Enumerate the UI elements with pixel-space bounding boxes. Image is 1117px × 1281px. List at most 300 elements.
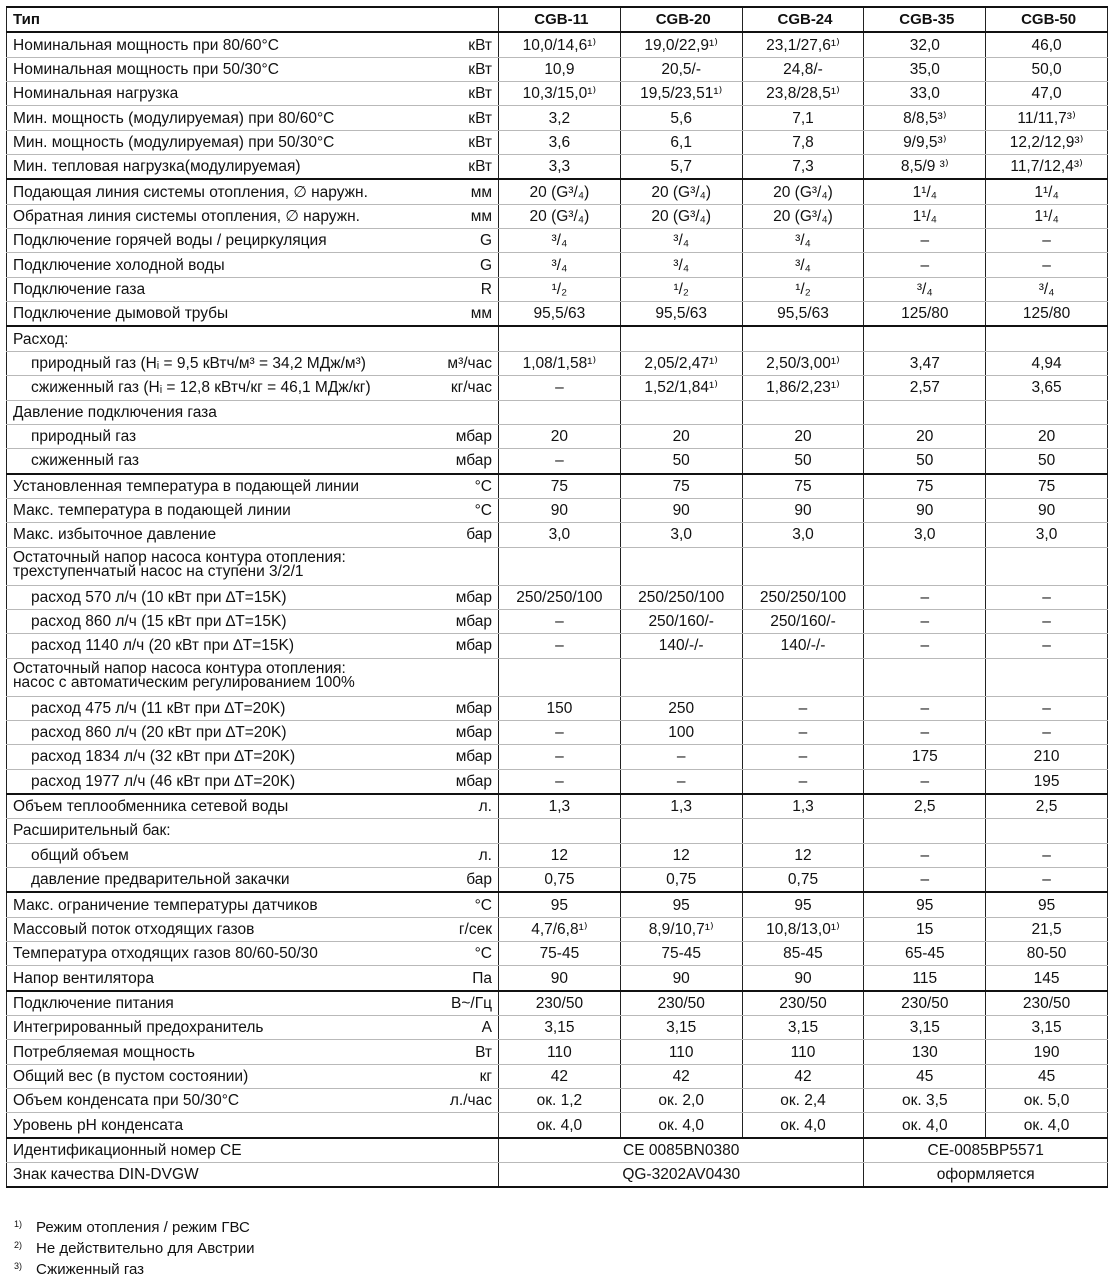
value-cell: ³/₄ [499, 253, 621, 277]
row-label: Подключение питания [7, 991, 435, 1016]
row-unit [435, 1113, 499, 1138]
row-unit [435, 1138, 499, 1163]
value-cell [864, 547, 986, 585]
value-cell: 10,0/14,6¹⁾ [499, 32, 621, 57]
value-cell: 250/160/- [620, 609, 742, 633]
table-row [7, 966, 1108, 991]
row-unit: м³/час [435, 351, 499, 375]
value-cell: 1¹/₄ [864, 204, 986, 228]
value-cell: 9/9,5³⁾ [864, 130, 986, 154]
row-unit: Вт [435, 1040, 499, 1064]
merged-row [7, 1138, 1108, 1163]
table-row [7, 523, 1108, 547]
row-label: Объем теплообменника сетевой воды [7, 794, 435, 819]
value-cell: 95 [620, 892, 742, 917]
value-cell: 230/50 [986, 991, 1108, 1016]
value-cell: 2,5 [986, 794, 1108, 819]
row-label: Объем конденсата при 50/30°C [7, 1089, 435, 1113]
value-cell: 23,1/27,6¹⁾ [742, 32, 864, 57]
value-cell: 195 [986, 769, 1108, 794]
value-cell: ³/₄ [986, 277, 1108, 301]
value-cell: 20 (G³/₄) [620, 179, 742, 204]
table-row [7, 277, 1108, 301]
row-unit [435, 326, 499, 351]
value-cell: – [986, 229, 1108, 253]
value-cell [986, 547, 1108, 585]
value-cell: 3,15 [742, 1016, 864, 1040]
row-label: давление предварительной закачки [7, 868, 435, 893]
value-cell: 3,0 [742, 523, 864, 547]
value-cell: 250/250/100 [620, 585, 742, 609]
row-unit [435, 547, 499, 585]
value-cell: 3,3 [499, 155, 621, 180]
value-cell: 10,3/15,0¹⁾ [499, 82, 621, 106]
value-cell: 3,15 [499, 1016, 621, 1040]
value-cell: 12,2/12,9³⁾ [986, 130, 1108, 154]
value-cell: – [986, 585, 1108, 609]
value-cell: 15 [864, 917, 986, 941]
value-cell: 90 [499, 966, 621, 991]
value-cell: 130 [864, 1040, 986, 1064]
row-unit [435, 819, 499, 843]
value-cell: 1¹/₄ [986, 204, 1108, 228]
value-cell: 80-50 [986, 942, 1108, 966]
row-label: природный газ [7, 424, 435, 448]
value-cell: 2,57 [864, 376, 986, 400]
value-cell: 20 (G³/₄) [620, 204, 742, 228]
row-unit: мбар [435, 769, 499, 794]
row-label: Мин. мощность (модулируемая) при 50/30°C [7, 130, 435, 154]
value-cell: 3,15 [864, 1016, 986, 1040]
value-cell: 35,0 [864, 57, 986, 81]
value-cell: 95 [742, 892, 864, 917]
value-cell: 5,7 [620, 155, 742, 180]
table-row [7, 32, 1108, 57]
value-cell: 24,8/- [742, 57, 864, 81]
table-row [7, 57, 1108, 81]
value-cell: – [499, 609, 621, 633]
row-unit: мбар [435, 609, 499, 633]
value-cell: 110 [620, 1040, 742, 1064]
footnotes [14, 1218, 255, 1281]
value-cell [620, 547, 742, 585]
value-cell: – [864, 609, 986, 633]
value-cell: 75 [986, 474, 1108, 499]
value-cell: 1¹/₄ [986, 179, 1108, 204]
value-cell: 75 [499, 474, 621, 499]
row-label: Мин. тепловая нагрузка(модулируемая) [7, 155, 435, 180]
value-cell [620, 819, 742, 843]
value-cell: 95,5/63 [620, 302, 742, 327]
value-cell: – [986, 720, 1108, 744]
value-cell: 75 [620, 474, 742, 499]
table-row [7, 769, 1108, 794]
row-unit: °C [435, 498, 499, 522]
value-cell: 20 (G³/₄) [499, 179, 621, 204]
value-cell: 3,2 [499, 106, 621, 130]
value-cell: ок. 2,0 [620, 1089, 742, 1113]
value-cell: 11/11,7³⁾ [986, 106, 1108, 130]
value-cell: 3,65 [986, 376, 1108, 400]
value-cell: 20 [620, 424, 742, 448]
value-cell: ³/₄ [864, 277, 986, 301]
value-cell: 7,1 [742, 106, 864, 130]
value-cell: 190 [986, 1040, 1108, 1064]
table-row [7, 302, 1108, 327]
header-model: CGB-24 [742, 7, 864, 32]
row-unit: мбар [435, 720, 499, 744]
value-cell: 21,5 [986, 917, 1108, 941]
table-row [7, 424, 1108, 448]
row-label: Интегрированный предохранитель [7, 1016, 435, 1040]
table-row [7, 917, 1108, 941]
row-unit: мм [435, 179, 499, 204]
row-unit: кг/час [435, 376, 499, 400]
value-cell: 2,50/3,00¹⁾ [742, 351, 864, 375]
value-cell: 45 [986, 1064, 1108, 1088]
table-row [7, 696, 1108, 720]
table-row [7, 868, 1108, 893]
table-row [7, 179, 1108, 204]
table-row [7, 155, 1108, 180]
row-unit: мбар [435, 696, 499, 720]
value-cell: 250 [620, 696, 742, 720]
table-row [7, 130, 1108, 154]
value-cell: 8,5/9 ³⁾ [864, 155, 986, 180]
header-model: CGB-50 [986, 7, 1108, 32]
value-cell: 250/160/- [742, 609, 864, 633]
value-cell: 33,0 [864, 82, 986, 106]
value-cell: ¹/₂ [620, 277, 742, 301]
value-cell: 7,3 [742, 155, 864, 180]
value-cell: ок. 4,0 [620, 1113, 742, 1138]
row-label: расход 860 л/ч (20 кВт при ∆T=20K) [7, 720, 435, 744]
row-unit: л./час [435, 1089, 499, 1113]
merged-value-cell: CE 0085BN0380 [499, 1138, 864, 1163]
value-cell [499, 326, 621, 351]
row-label-line: Остаточный напор насоса контура отопления: [13, 548, 346, 566]
row-label: сжиженный газ [7, 449, 435, 474]
row-unit: G [435, 229, 499, 253]
value-cell [499, 658, 621, 696]
value-cell: 20 [499, 424, 621, 448]
value-cell: 3,15 [986, 1016, 1108, 1040]
row-label: Подключение газа [7, 277, 435, 301]
value-cell: – [864, 229, 986, 253]
value-cell: 90 [620, 498, 742, 522]
row-label [7, 658, 435, 696]
row-unit: мм [435, 302, 499, 327]
value-cell: 45 [864, 1064, 986, 1088]
value-cell: 65-45 [864, 942, 986, 966]
table-row [7, 658, 1108, 696]
value-cell [742, 326, 864, 351]
row-label-line: Остаточный напор насоса контура отопления: [13, 659, 346, 677]
value-cell: 3,47 [864, 351, 986, 375]
row-label: Уровень pH конденсата [7, 1113, 435, 1138]
merged-value-cell: CE-0085BP5571 [864, 1138, 1108, 1163]
row-label: сжиженный газ (Hᵢ = 12,8 кВтч/кг = 46,1 МДж/кг) [7, 376, 435, 400]
value-cell: 145 [986, 966, 1108, 991]
value-cell: ³/₄ [620, 253, 742, 277]
value-cell [864, 819, 986, 843]
row-unit: бар [435, 523, 499, 547]
row-label: Номинальная мощность при 50/30°C [7, 57, 435, 81]
value-cell: 1¹/₄ [864, 179, 986, 204]
row-unit: G [435, 253, 499, 277]
value-cell: ¹/₂ [742, 277, 864, 301]
value-cell: – [864, 634, 986, 658]
value-cell: 95 [986, 892, 1108, 917]
value-cell: 95 [499, 892, 621, 917]
row-label: расход 1140 л/ч (20 кВт при ∆T=15K) [7, 634, 435, 658]
row-label [7, 547, 435, 585]
value-cell [742, 400, 864, 424]
value-cell: – [864, 696, 986, 720]
value-cell: – [864, 720, 986, 744]
value-cell: – [620, 745, 742, 769]
row-label: Знак качества DIN-DVGW [7, 1163, 435, 1188]
value-cell: 10,9 [499, 57, 621, 81]
table-row [7, 253, 1108, 277]
value-cell: 85-45 [742, 942, 864, 966]
table-row [7, 843, 1108, 867]
value-cell: 42 [499, 1064, 621, 1088]
value-cell: – [499, 634, 621, 658]
row-unit: мбар [435, 634, 499, 658]
value-cell: – [986, 634, 1108, 658]
row-unit: л. [435, 794, 499, 819]
value-cell: 3,0 [620, 523, 742, 547]
value-cell: 1,86/2,23¹⁾ [742, 376, 864, 400]
value-cell: 50 [864, 449, 986, 474]
value-cell: 90 [620, 966, 742, 991]
row-unit: мм [435, 204, 499, 228]
value-cell: 150 [499, 696, 621, 720]
value-cell: 5,6 [620, 106, 742, 130]
value-cell: 95,5/63 [499, 302, 621, 327]
value-cell [986, 400, 1108, 424]
value-cell: 20 [864, 424, 986, 448]
value-cell: ок. 5,0 [986, 1089, 1108, 1113]
value-cell [986, 658, 1108, 696]
table-row [7, 498, 1108, 522]
value-cell: – [986, 696, 1108, 720]
value-cell: 1,3 [499, 794, 621, 819]
row-unit: °C [435, 474, 499, 499]
value-cell: 46,0 [986, 32, 1108, 57]
table-row [7, 1016, 1108, 1040]
value-cell: 230/50 [620, 991, 742, 1016]
row-label: Номинальная мощность при 80/60°C [7, 32, 435, 57]
row-unit: л. [435, 843, 499, 867]
value-cell: – [499, 376, 621, 400]
table-row [7, 892, 1108, 917]
table-row [7, 547, 1108, 585]
footnote [14, 1218, 255, 1239]
row-unit: °C [435, 942, 499, 966]
value-cell: 47,0 [986, 82, 1108, 106]
value-cell: 1,52/1,84¹⁾ [620, 376, 742, 400]
value-cell [499, 819, 621, 843]
value-cell [864, 400, 986, 424]
value-cell: 90 [864, 498, 986, 522]
footnote-text: Сжиженный газ [36, 1261, 145, 1278]
value-cell: 50 [986, 449, 1108, 474]
header-row [7, 7, 1108, 32]
value-cell: – [742, 745, 864, 769]
row-unit: бар [435, 868, 499, 893]
row-unit: R [435, 277, 499, 301]
value-cell: – [986, 843, 1108, 867]
spec-body [7, 32, 1108, 1187]
row-label: Мин. мощность (модулируемая) при 80/60°C [7, 106, 435, 130]
value-cell: 250/250/100 [742, 585, 864, 609]
value-cell: 7,8 [742, 130, 864, 154]
value-cell: 12 [742, 843, 864, 867]
value-cell: 20 (G³/₄) [499, 204, 621, 228]
row-label: Подключение горячей воды / рециркуляция [7, 229, 435, 253]
value-cell: 90 [742, 966, 864, 991]
row-unit: °C [435, 892, 499, 917]
row-label: Расширительный бак: [7, 819, 435, 843]
footnote-text: Режим отопления / режим ГВС [36, 1219, 250, 1236]
row-label: Идентификационный номер CE [7, 1138, 435, 1163]
value-cell: – [499, 769, 621, 794]
value-cell: – [986, 253, 1108, 277]
row-label: Подключение дымовой трубы [7, 302, 435, 327]
row-unit: мбар [435, 449, 499, 474]
value-cell [742, 658, 864, 696]
value-cell: 1,3 [620, 794, 742, 819]
row-label: Напор вентилятора [7, 966, 435, 991]
row-unit: кг [435, 1064, 499, 1088]
value-cell: 0,75 [742, 868, 864, 893]
row-unit: кВт [435, 155, 499, 180]
table-row [7, 449, 1108, 474]
row-label: Установленная температура в подающей линии [7, 474, 435, 499]
footnote-mark: 1) [14, 1219, 23, 1229]
row-unit: кВт [435, 32, 499, 57]
value-cell: – [742, 769, 864, 794]
value-cell: 3,0 [986, 523, 1108, 547]
value-cell: ³/₄ [742, 229, 864, 253]
value-cell: ок. 4,0 [499, 1113, 621, 1138]
row-label: Макс. избыточное давление [7, 523, 435, 547]
value-cell: 23,8/28,5¹⁾ [742, 82, 864, 106]
value-cell: 19,0/22,9¹⁾ [620, 32, 742, 57]
value-cell: ³/₄ [742, 253, 864, 277]
row-unit [435, 658, 499, 696]
value-cell: 50 [742, 449, 864, 474]
value-cell: 20 [986, 424, 1108, 448]
row-unit: A [435, 1016, 499, 1040]
value-cell: 0,75 [620, 868, 742, 893]
value-cell: 90 [499, 498, 621, 522]
value-cell: 19,5/23,51¹⁾ [620, 82, 742, 106]
table-row [7, 819, 1108, 843]
row-label: Давление подключения газа [7, 400, 435, 424]
value-cell: 110 [499, 1040, 621, 1064]
value-cell: 6,1 [620, 130, 742, 154]
row-label: природный газ (Hᵢ = 9,5 кВтч/м³ = 34,2 МДж/м³) [7, 351, 435, 375]
value-cell: – [864, 253, 986, 277]
row-unit: мбар [435, 585, 499, 609]
value-cell [742, 547, 864, 585]
table-row [7, 942, 1108, 966]
table-row [7, 326, 1108, 351]
footnote-text: Не действительно для Австрии [36, 1240, 255, 1257]
value-cell [986, 326, 1108, 351]
row-label: Макс. температура в подающей линии [7, 498, 435, 522]
row-unit: Па [435, 966, 499, 991]
value-cell: 75 [864, 474, 986, 499]
value-cell: – [986, 609, 1108, 633]
row-label: Расход: [7, 326, 435, 351]
merged-value-cell: QG-3202AV0430 [499, 1163, 864, 1188]
row-unit: кВт [435, 106, 499, 130]
value-cell [620, 658, 742, 696]
value-cell: 95,5/63 [742, 302, 864, 327]
value-cell: – [742, 696, 864, 720]
row-label: Температура отходящих газов 80/60-50/30 [7, 942, 435, 966]
value-cell: 42 [742, 1064, 864, 1088]
row-label-line: насос с автоматическим регулированием 100% [13, 673, 355, 691]
value-cell: – [499, 745, 621, 769]
table-row [7, 82, 1108, 106]
row-unit: кВт [435, 57, 499, 81]
value-cell: 3,6 [499, 130, 621, 154]
value-cell: – [864, 868, 986, 893]
value-cell [864, 326, 986, 351]
value-cell: 3,0 [499, 523, 621, 547]
value-cell: ³/₄ [499, 229, 621, 253]
value-cell: 230/50 [499, 991, 621, 1016]
row-label: Общий вес (в пустом состоянии) [7, 1064, 435, 1088]
row-unit: мбар [435, 745, 499, 769]
value-cell: 8,9/10,7¹⁾ [620, 917, 742, 941]
value-cell: – [986, 868, 1108, 893]
value-cell: 20 [742, 424, 864, 448]
value-cell: 11,7/12,4³⁾ [986, 155, 1108, 180]
value-cell: 20 (G³/₄) [742, 204, 864, 228]
value-cell: 10,8/13,0¹⁾ [742, 917, 864, 941]
value-cell: 125/80 [986, 302, 1108, 327]
value-cell: ок. 4,0 [864, 1113, 986, 1138]
table-row [7, 1040, 1108, 1064]
row-label-line: трехступенчатый насос на ступени 3/2/1 [13, 562, 304, 580]
value-cell: 1,08/1,58¹⁾ [499, 351, 621, 375]
value-cell: 1,3 [742, 794, 864, 819]
value-cell: 75 [742, 474, 864, 499]
value-cell: ¹/₂ [499, 277, 621, 301]
value-cell: – [620, 769, 742, 794]
row-label: Макс. ограничение температуры датчиков [7, 892, 435, 917]
row-unit [435, 400, 499, 424]
merged-row [7, 1163, 1108, 1188]
value-cell: ок. 4,0 [986, 1113, 1108, 1138]
value-cell: 32,0 [864, 32, 986, 57]
row-unit: мбар [435, 424, 499, 448]
table-row [7, 474, 1108, 499]
table-row [7, 400, 1108, 424]
value-cell: 75-45 [499, 942, 621, 966]
row-label: расход 1834 л/ч (32 кВт при ∆T=20K) [7, 745, 435, 769]
value-cell: 2,05/2,47¹⁾ [620, 351, 742, 375]
table-row [7, 720, 1108, 744]
table-row [7, 794, 1108, 819]
table-row [7, 1113, 1108, 1138]
